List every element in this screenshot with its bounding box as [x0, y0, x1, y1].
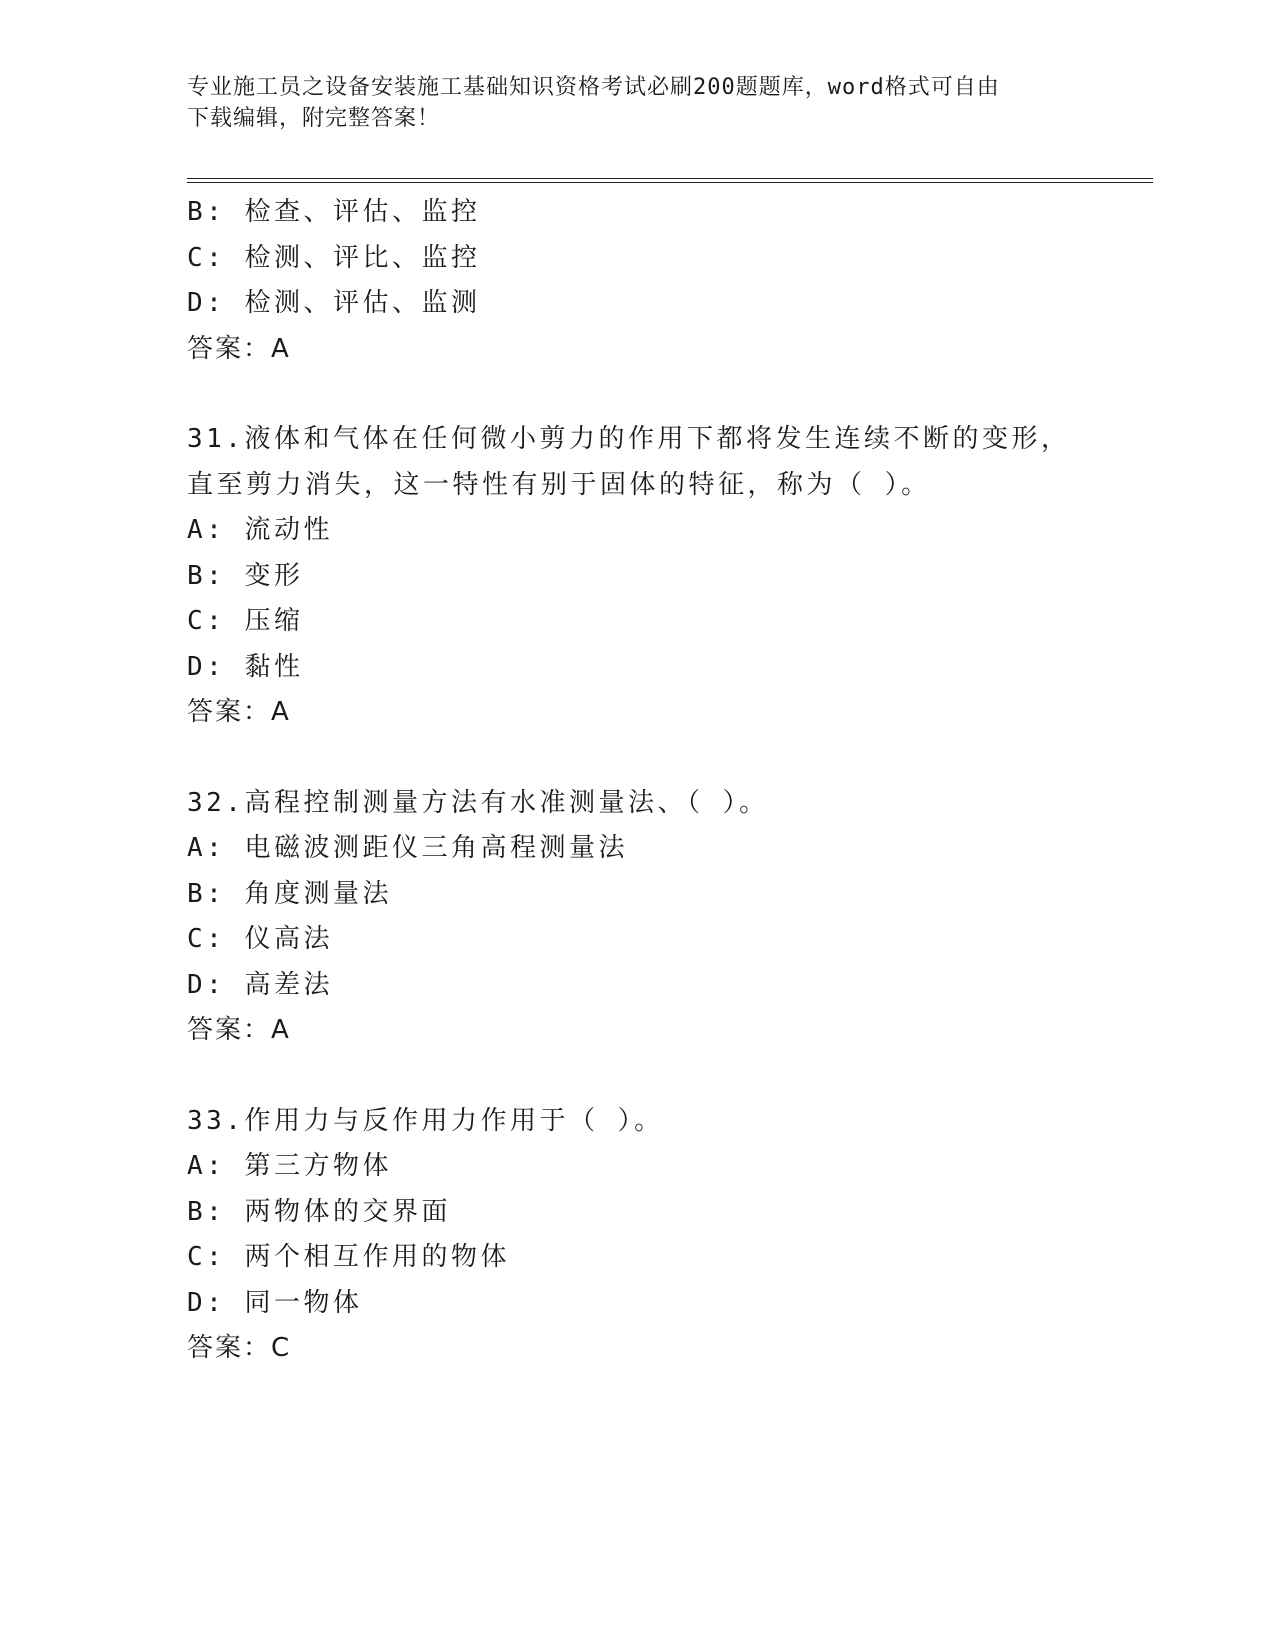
- option-c: C: 两个相互作用的物体: [187, 1242, 510, 1272]
- option-c: C: 检测、评比、监控: [187, 242, 481, 273]
- spacer: [187, 372, 1087, 417]
- question-block-33: [187, 1099, 1087, 1372]
- answer-line: 答案：A: [187, 1015, 291, 1045]
- option-b: B: 变形: [187, 560, 304, 591]
- option-c: C: 仪高法: [187, 924, 333, 954]
- answer-line: 答案：A: [187, 697, 291, 727]
- header-rule-top: [187, 178, 1153, 179]
- option-d: D: 黏性: [187, 651, 304, 682]
- question-stem: 33.作用力与反作用力作用于（ ）。: [187, 1105, 664, 1136]
- header-line-1: 专业施工员之设备安装施工基础知识资格考试必刷200题题库，word格式可自由: [187, 75, 1000, 100]
- option-a: A: 第三方物体: [187, 1151, 392, 1181]
- option-b: B: 角度测量法: [187, 878, 392, 909]
- question-block-32: [187, 781, 1087, 1054]
- answer-line: 答案：C: [187, 1333, 292, 1363]
- question-block-30: [187, 190, 1087, 372]
- option-a: A: 电磁波测距仪三角高程测量法: [187, 833, 628, 863]
- option-d: D: 高差法: [187, 969, 333, 1000]
- answer-line: 答案：A: [187, 333, 291, 364]
- page-header: [187, 72, 1067, 134]
- question-stem: 31.液体和气体在任何微小剪力的作用下都将发生连续不断的变形，直至剪力消失，这一特性有别于固体的特征，称为（ ）。: [187, 424, 1071, 500]
- spacer: [187, 1054, 1087, 1099]
- option-b: B: 两物体的交界面: [187, 1196, 451, 1227]
- header-line-2: 下载编辑，附完整答案！: [187, 106, 441, 131]
- option-d: D: 同一物体: [187, 1287, 363, 1318]
- option-b: B: 检查、评估、监控: [187, 197, 481, 227]
- question-block-31: [187, 417, 1087, 736]
- header-rule-bottom: [187, 182, 1153, 183]
- option-c: C: 压缩: [187, 606, 304, 636]
- spacer: [187, 736, 1087, 781]
- question-stem: 32.高程控制测量方法有水准测量法、（ ）。: [187, 787, 769, 818]
- option-d: D: 检测、评估、监测: [187, 288, 481, 318]
- question-list: [187, 190, 1087, 1372]
- option-a: A: 流动性: [187, 515, 333, 545]
